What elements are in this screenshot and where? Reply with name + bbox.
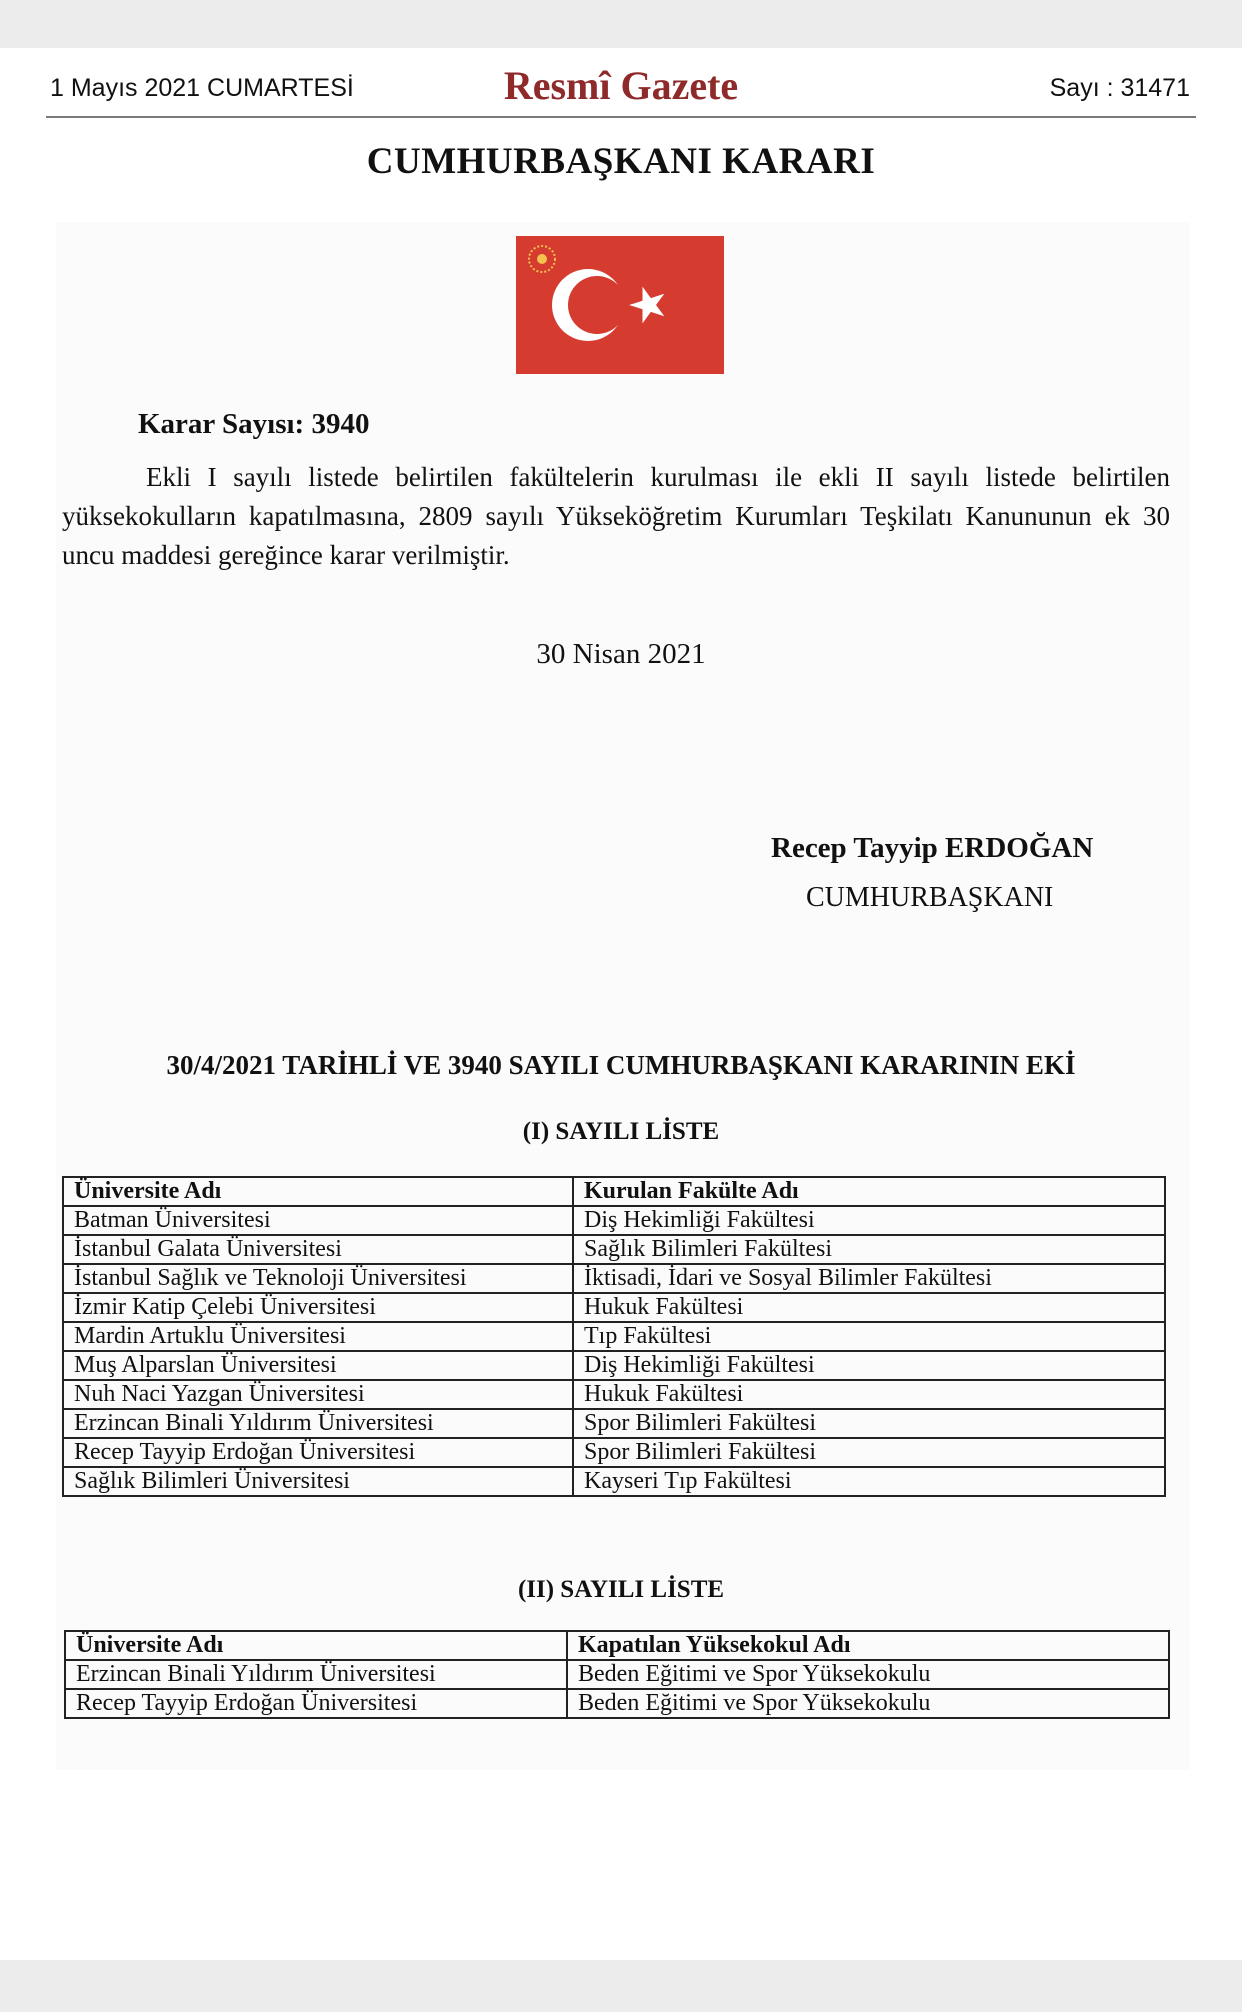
document-title: CUMHURBAŞKANI KARARI bbox=[366, 141, 876, 182]
university-cell: Sağlık Bilimleri Üniversitesi bbox=[63, 1467, 573, 1496]
faculty-cell: İktisadi, İdari ve Sosyal Bilimler Fakültesi bbox=[573, 1264, 1165, 1293]
list-1-title: (I) SAYILI LİSTE bbox=[522, 1118, 720, 1145]
annex-title: 30/4/2021 TARİHLİ VE 3940 SAYILI CUMHURBAŞKANI KARARININ EKİ bbox=[166, 1050, 1076, 1080]
university-cell: Mardin Artuklu Üniversitesi bbox=[63, 1322, 573, 1351]
university-cell: Erzincan Binali Yıldırım Üniversitesi bbox=[65, 1660, 567, 1689]
table-row bbox=[63, 1351, 1165, 1380]
table-row bbox=[63, 1293, 1165, 1322]
table-row bbox=[65, 1660, 1169, 1689]
closed-schools-table bbox=[64, 1630, 1170, 1719]
header-divider bbox=[46, 116, 1196, 118]
faculty-cell: Sağlık Bilimleri Fakültesi bbox=[573, 1235, 1165, 1264]
table-row bbox=[63, 1322, 1165, 1351]
faculty-cell: Hukuk Fakültesi bbox=[573, 1293, 1165, 1322]
turkish-flag-icon bbox=[516, 236, 724, 374]
university-cell: Recep Tayyip Erdoğan Üniversitesi bbox=[63, 1438, 573, 1467]
header-university: Üniversite Adı bbox=[63, 1177, 573, 1206]
faculties-table bbox=[62, 1176, 1166, 1497]
publication-date: 1 Mayıs 2021 CUMARTESİ bbox=[50, 74, 354, 102]
issue-number: Sayı : 31471 bbox=[1049, 74, 1190, 102]
school-cell: Beden Eğitimi ve Spor Yüksekokulu bbox=[567, 1689, 1169, 1718]
table-row bbox=[63, 1264, 1165, 1293]
university-cell: Muş Alparslan Üniversitesi bbox=[63, 1351, 573, 1380]
table-row bbox=[63, 1380, 1165, 1409]
scanned-decree bbox=[56, 222, 1190, 1770]
header-closed-school: Kapatılan Yüksekokul Adı bbox=[567, 1631, 1169, 1660]
decision-body: Ekli I sayılı listede belirtilen fakültelerin kurulması ile ekli II sayılı listede belirtilen yüksekokulların kapatılmasına, 2809 sayılı Yükseköğretim Kurumları Teşkilatı Kanununun ek 30 uncu maddesi gereğince karar verilmiştir. bbox=[62, 462, 1170, 570]
gazette-masthead: Resmî Gazete bbox=[503, 63, 739, 108]
table-row bbox=[63, 1206, 1165, 1235]
faculty-cell: Diş Hekimliği Fakültesi bbox=[573, 1351, 1165, 1380]
list-2-title: (II) SAYILI LİSTE bbox=[517, 1576, 725, 1603]
school-cell: Beden Eğitimi ve Spor Yüksekokulu bbox=[567, 1660, 1169, 1689]
faculty-cell: Tıp Fakültesi bbox=[573, 1322, 1165, 1351]
faculty-cell: Diş Hekimliği Fakültesi bbox=[573, 1206, 1165, 1235]
university-cell: Erzincan Binali Yıldırım Üniversitesi bbox=[63, 1409, 573, 1438]
university-cell: Nuh Naci Yazgan Üniversitesi bbox=[63, 1380, 573, 1409]
table-row bbox=[63, 1438, 1165, 1467]
faculty-cell: Spor Bilimleri Fakültesi bbox=[573, 1409, 1165, 1438]
crescent-inner bbox=[568, 276, 626, 334]
table-row bbox=[65, 1689, 1169, 1718]
faculty-cell: Spor Bilimleri Fakültesi bbox=[573, 1438, 1165, 1467]
table-row bbox=[63, 1467, 1165, 1496]
signer-title: CUMHURBAŞKANI bbox=[806, 882, 1054, 913]
header-university: Üniversite Adı bbox=[65, 1631, 567, 1660]
university-cell: Recep Tayyip Erdoğan Üniversitesi bbox=[65, 1689, 567, 1718]
decision-number: Karar Sayısı: 3940 bbox=[138, 408, 370, 440]
university-cell: İzmir Katip Çelebi Üniversitesi bbox=[63, 1293, 573, 1322]
faculty-cell: Kayseri Tıp Fakültesi bbox=[573, 1467, 1165, 1496]
university-cell: Batman Üniversitesi bbox=[63, 1206, 573, 1235]
table-row bbox=[63, 1409, 1165, 1438]
table-row bbox=[63, 1235, 1165, 1264]
table-header-row bbox=[63, 1177, 1165, 1206]
university-cell: İstanbul Galata Üniversitesi bbox=[63, 1235, 573, 1264]
university-cell: İstanbul Sağlık ve Teknoloji Üniversitesi bbox=[63, 1264, 573, 1293]
signature-date: 30 Nisan 2021 bbox=[536, 638, 706, 670]
signer-name: Recep Tayyip ERDOĞAN bbox=[771, 832, 1094, 864]
faculty-cell: Hukuk Fakültesi bbox=[573, 1380, 1165, 1409]
table-header-row bbox=[65, 1631, 1169, 1660]
header-faculty: Kurulan Fakülte Adı bbox=[573, 1177, 1165, 1206]
